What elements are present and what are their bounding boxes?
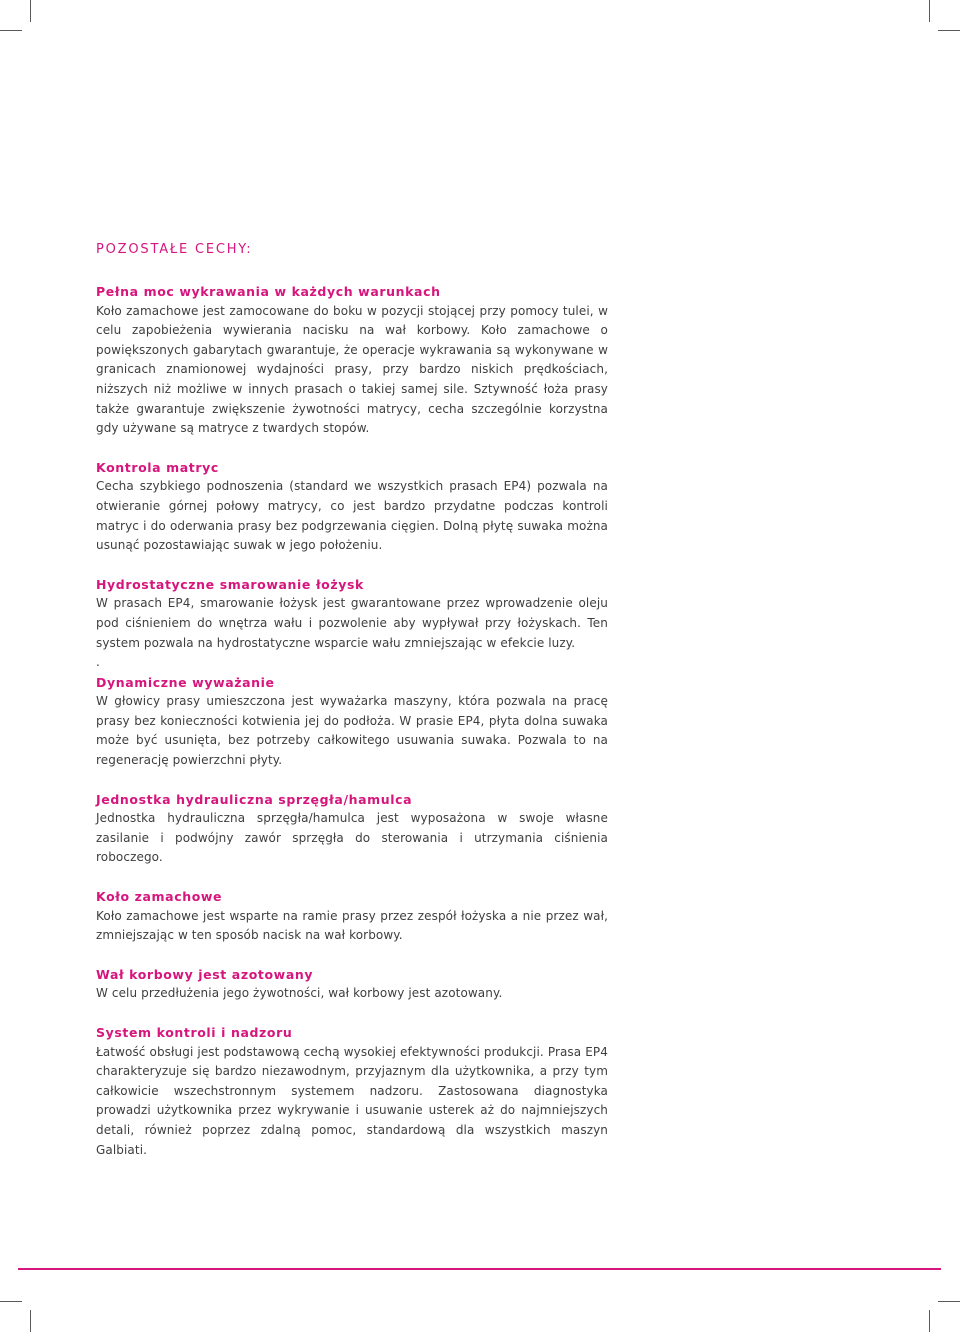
- section-title: Hydrostatyczne smarowanie łożysk: [96, 576, 364, 592]
- main-heading: POZOSTAŁE CECHY:: [96, 242, 253, 257]
- section-crankshaft: [96, 965, 608, 1004]
- crop-mark-bottom-left-horizontal: [0, 1301, 22, 1302]
- section-title: Jednostka hydrauliczna sprzęgła/hamulca: [96, 791, 413, 807]
- crop-mark-top-left-horizontal: [0, 30, 22, 31]
- section-dynamic-balancing: [96, 673, 608, 771]
- crop-mark-bottom-right-vertical: [929, 1310, 930, 1332]
- section-title: Dynamiczne wyważanie: [96, 674, 275, 690]
- section-hydrostatic-lubrication: [96, 575, 608, 673]
- section-body: Jednostka hydrauliczna sprzęgła/hamulca jest wyposażona w swoje własne zasilanie i podwójny zawór sprzęgła do sterowania i utrzymania ciśnienia roboczego.: [96, 811, 608, 865]
- section-body: W głowicy prasy umieszczona jest wyważarka maszyny, która pozwala na pracę prasy bez konieczności kotwienia jej do podłoża. W prasie EP4, płyta dolna suwaka może być usunięta, bez potrzeby całkowitego usuwania suwaka. Pozwala to na regenerację powierzchni płyty.: [96, 694, 608, 768]
- crop-mark-bottom-right-horizontal: [938, 1301, 960, 1302]
- section-title: Pełna moc wykrawania w każdych warunkach: [96, 284, 441, 299]
- section-die-control: [96, 458, 608, 556]
- section-body: Koło zamachowe jest zamocowane do boku w pozycji stojącej przy pomocy tulei, w celu zapobieżenia wywierania nacisku na wał korbowy. Koło zamachowe o powiększonych gabarytach gwarantuje, że operacje wykrawania są wykonywane w granicach znamionowej wydajności prasy, przy bardzo niskich prędkościach, niższych niż możliwe w innych prasach o takiej samej sile. Sztywność łoża prasy także gwarantuje zwiększenie żywotności matrycy, cecha szczególnie korzystna gdy używane są matryce z twardych stopów.: [96, 303, 608, 436]
- crop-mark-top-left-vertical: [30, 0, 31, 22]
- section-hydraulic-unit: [96, 790, 608, 868]
- section-control-system: [96, 1023, 608, 1160]
- document-content: [96, 240, 608, 1179]
- section-body: Łatwość obsługi jest podstawową cechą wysokiej efektywności produkcji. Prasa EP4 charakteryzuje się bardzo niezawodnym, przyjaznym dla użytkownika, a przy tym całkowicie wszechstronnym systemem nadzoru. Zastosowana diagnostyka prowadzi użytkownika przez wykrywanie i usuwanie usterek aż do najmniejszych detali, również poprzez zdalną pomoc, standardową dla wszystkich maszyn Galbiati.: [96, 1044, 608, 1157]
- section-body: Koło zamachowe jest wsparte na ramie prasy przez zespół łożyska a nie przez wał, zmniejszając w ten sposób nacisk na wał korbowy.: [96, 908, 608, 943]
- crop-mark-top-right-horizontal: [938, 30, 960, 31]
- section-title: Wał korbowy jest azotowany: [96, 966, 314, 982]
- section-title: Kontrola matryc: [96, 459, 219, 475]
- section-flywheel: [96, 887, 608, 946]
- crop-mark-top-right-vertical: [929, 0, 930, 22]
- section-body: W prasach EP4, smarowanie łożysk jest gwarantowane przez wprowadzenie oleju pod ciśnieniem do wnętrza wału i pozwolenie aby wypływał przy łożyskach. Ten system pozwala na hydrostatyczne wsparcie wału zmniejszając w efekcie luzy.: [96, 596, 608, 650]
- section-title: System kontroli i nadzoru: [96, 1025, 293, 1040]
- section-body: W celu przedłużenia jego żywotności, wał korbowy jest azotowany.: [96, 986, 503, 1001]
- crop-mark-bottom-left-vertical: [30, 1310, 31, 1332]
- section-body: Cecha szybkiego podnoszenia (standard we wszystkich prasach EP4) pozwala na otwieranie górnej połowy matrycy, co jest bardzo przydatne podczas kontroli matryc i do oderwania prasy bez podgrzewania cięgien. Dolną płytę suwaka można usunąć pozostawiając suwak w jego położeniu.: [96, 479, 608, 553]
- section-title: Koło zamachowe: [96, 889, 223, 905]
- section-full-power: [96, 282, 608, 439]
- bottom-rule: [18, 1268, 941, 1270]
- stray-period: .: [96, 655, 100, 670]
